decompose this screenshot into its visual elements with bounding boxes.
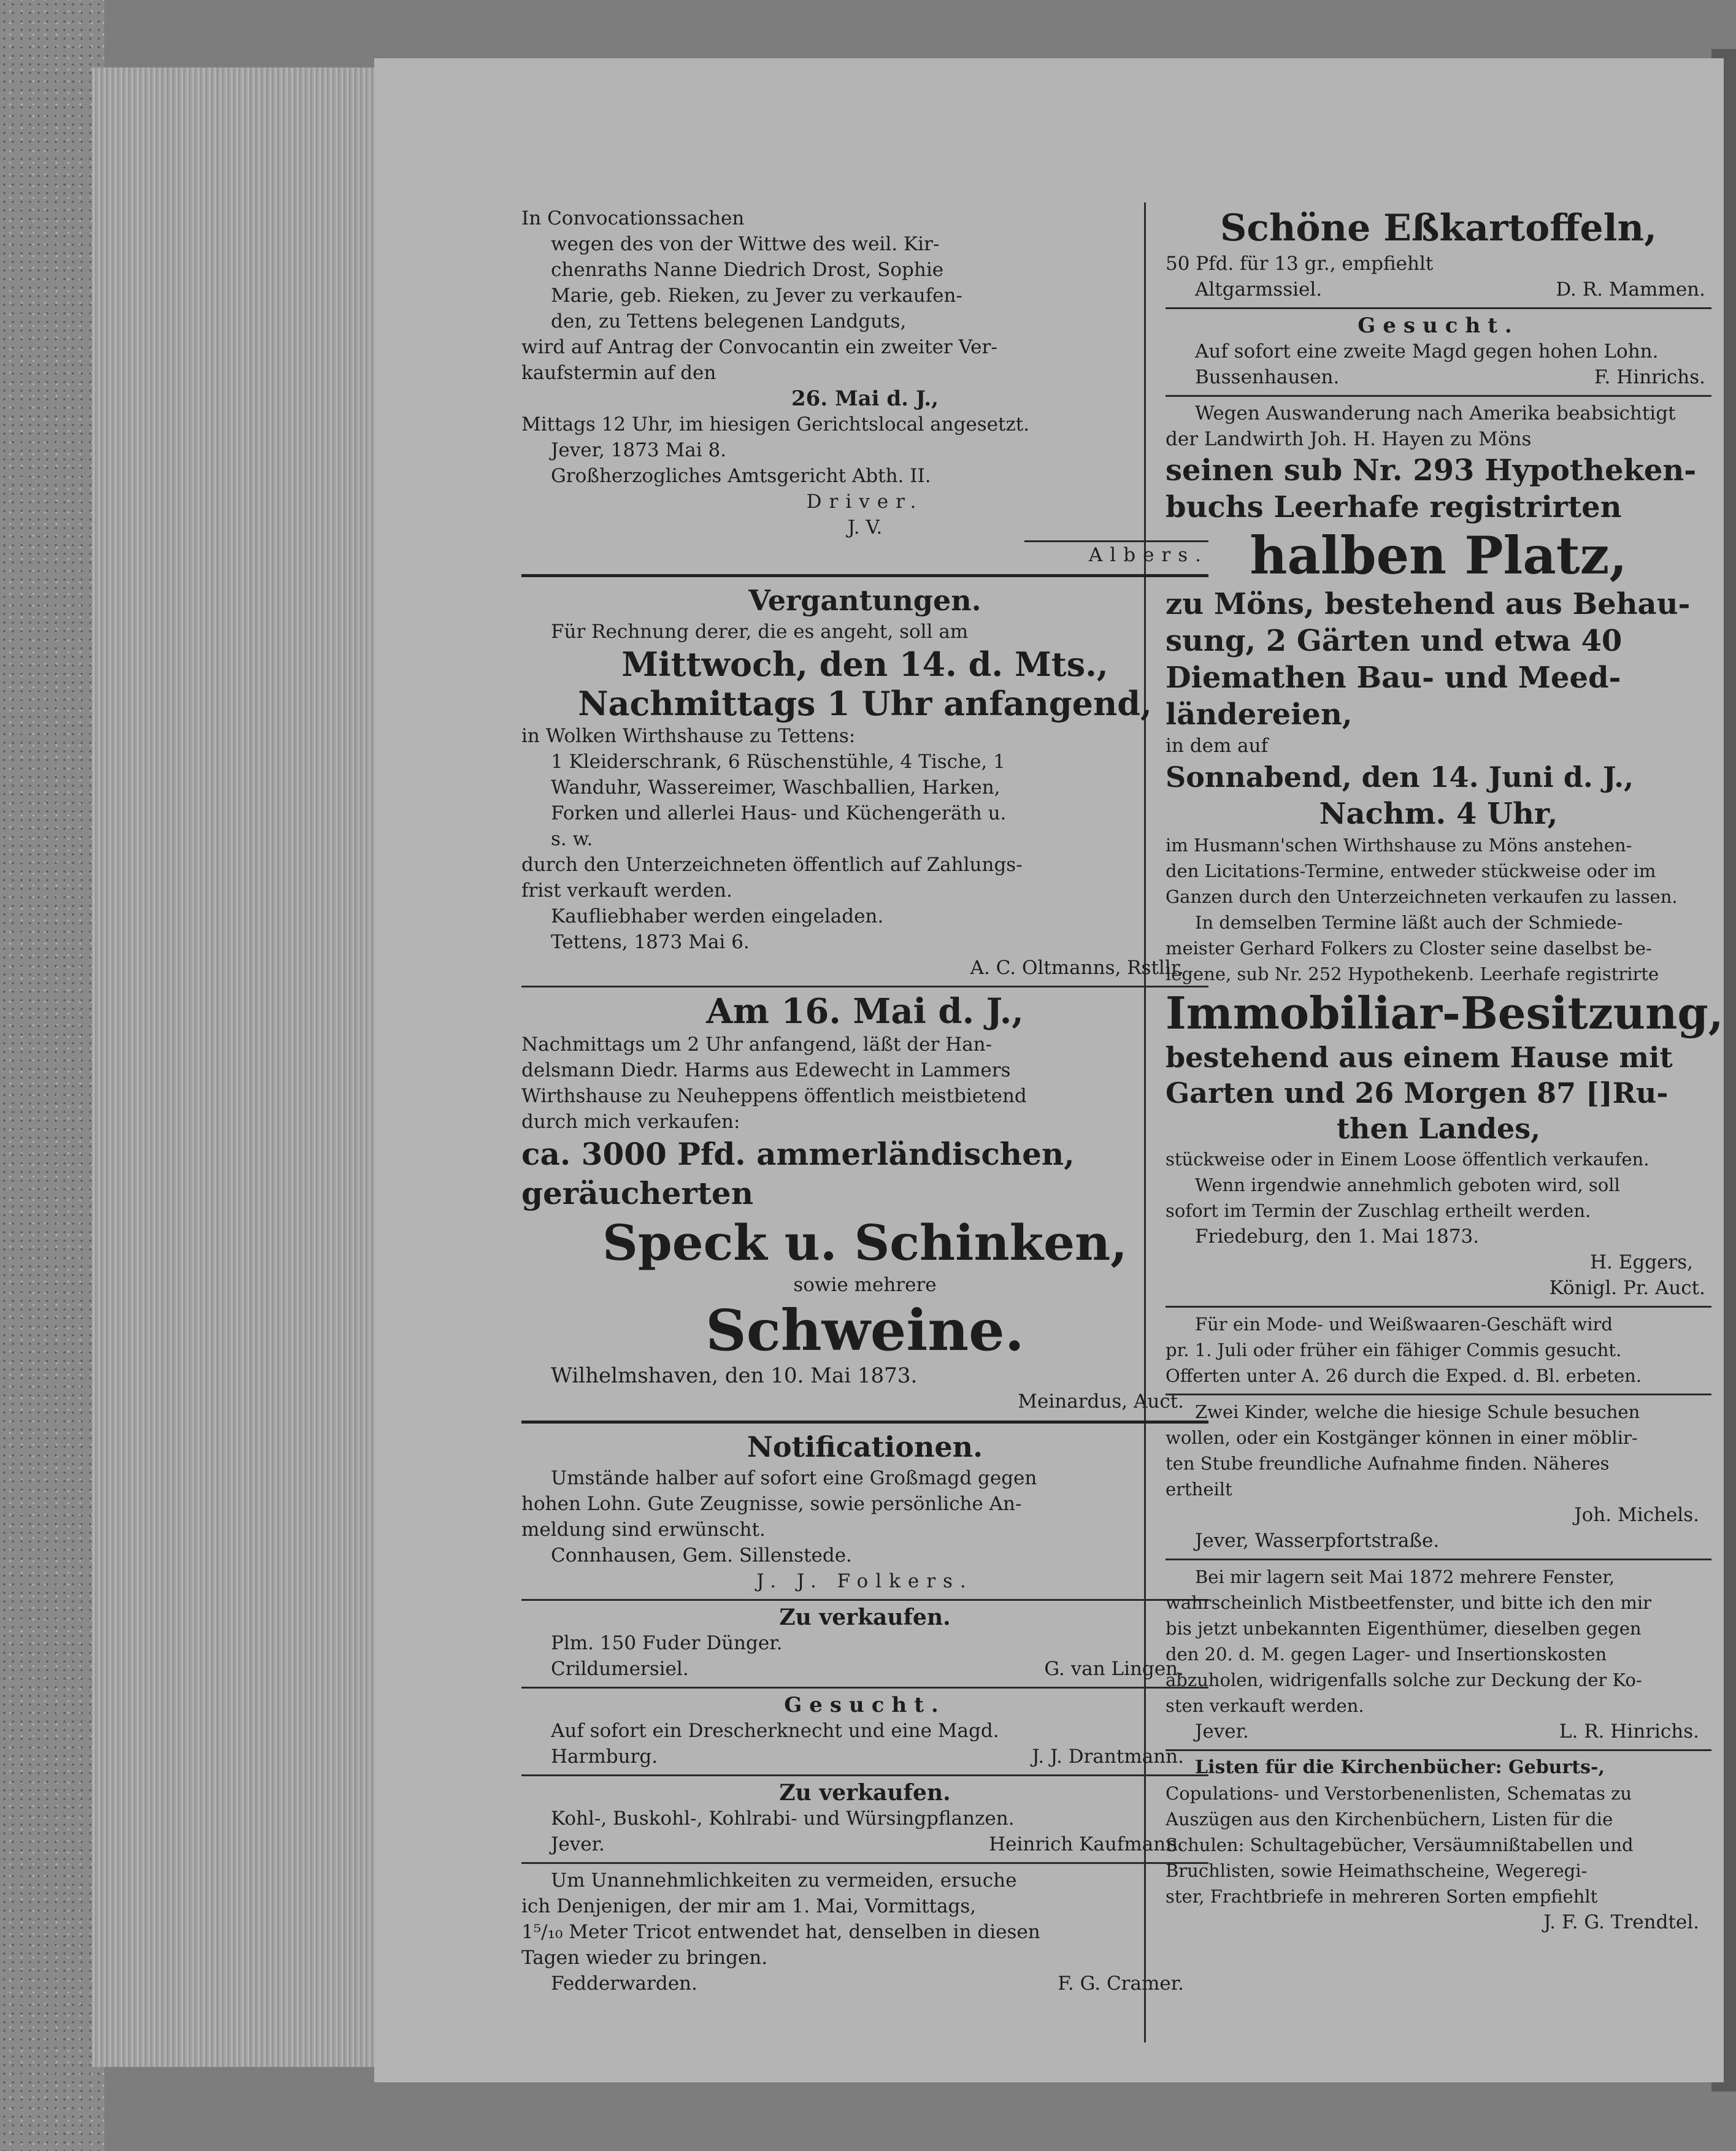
text-line: Wirthshause zu Neuheppens öffentlich meistbietend [521, 1085, 1027, 1107]
ad-heading: Zu verkaufen. [779, 1780, 951, 1806]
ad-listen [1166, 1755, 1711, 1935]
ad-rule [521, 1774, 1208, 1776]
text-line: In demselben Termine läßt auch der Schmiede- [1195, 912, 1623, 933]
ad-heading: Gesucht. [784, 1693, 946, 1717]
text-line: der Landwirth Joh. H. Hayen zu Möns [1166, 428, 1532, 450]
text-line: s. w. [551, 828, 593, 850]
text-line: Offerten unter A. 26 durch die Exped. d. Bl. erbeten. [1166, 1365, 1642, 1386]
signature: Joh. Michels. [1574, 1504, 1699, 1526]
right-column [1166, 205, 1724, 1935]
text-line: Jever, Wasserpfortstraße. [1195, 1530, 1440, 1552]
text-line: Listen für die Kirchenbücher: Geburts-, [1195, 1757, 1605, 1778]
text-line: durch mich verkaufen: [521, 1111, 740, 1133]
text-line: stückweise oder in Einem Loose öffentlich verkaufen. [1166, 1149, 1650, 1170]
signature: Königl. Pr. Auct. [1549, 1277, 1705, 1299]
text-line: den Licitations-Termine, entweder stückweise oder im [1166, 861, 1656, 881]
ad-rule [1166, 1559, 1711, 1560]
place: Crildumersiel. [551, 1658, 689, 1680]
date-line: Sonnabend, den 14. Juni d. J., [1166, 761, 1634, 794]
signature: J. J. Drantmann. [1032, 1746, 1184, 1768]
signature: J. J. Folkers. [756, 1570, 974, 1592]
text-line: 1⁵/₁₀ Meter Tricot entwendet hat, denselben in diesen [521, 1921, 1040, 1943]
ad-rule [1166, 1306, 1711, 1308]
signature: J. F. G. Trendtel. [1543, 1911, 1699, 1933]
text-line: Auszügen aus den Kirchenbüchern, Listen für die [1166, 1809, 1613, 1830]
text-line: Bruchlisten, sowie Heimathscheine, Wegeregi- [1166, 1860, 1588, 1881]
ad-rule [1166, 1749, 1711, 1751]
text-line: Schulen: Schultagebücher, Versäumnißtabellen und [1166, 1835, 1634, 1855]
text-line: Großherzogliches Amtsgericht Abth. II. [551, 465, 931, 487]
signature: L. R. Hinrichs. [1559, 1720, 1699, 1743]
text-line: Friedeburg, den 1. Mai 1873. [1195, 1225, 1480, 1248]
text-line: abzuholen, widrigenfalls solche zur Deckung der Ko- [1166, 1670, 1642, 1690]
product-title: Schweine. [705, 1297, 1024, 1363]
text-line: den, zu Tettens belegenen Landguts, [551, 310, 907, 332]
highlight-line: Diemathen Bau- und Meed- [1166, 661, 1621, 695]
place: Altgarmssiel. [1195, 278, 1323, 301]
left-column [521, 205, 1208, 1996]
text-line: Auf sofort ein Drescherknecht und eine Magd. [551, 1720, 999, 1742]
ad-kartoffeln [1166, 205, 1711, 302]
text-line: ich Denjenigen, der mir am 1. Mai, Vormittags, [521, 1895, 977, 1917]
highlight-line: buchs Leerhafe registrirten [1166, 490, 1622, 524]
text-line: sofort im Termin der Zuschlag ertheilt werden. [1166, 1200, 1591, 1221]
text-line: 50 Pfd. für 13 gr., empfiehlt [1166, 253, 1434, 275]
highlight-line: seinen sub Nr. 293 Hypotheken- [1166, 453, 1697, 488]
ad-rule [1166, 395, 1711, 397]
text-line: pr. 1. Juli oder früher ein fähiger Commis gesucht. [1166, 1340, 1622, 1360]
text-line: Umstände halber auf sofort eine Großmagd gegen [551, 1467, 1037, 1489]
text-line: Connhausen, Gem. Sillenstede. [551, 1544, 852, 1566]
text-line: den 20. d. M. gegen Lager- und Insertionskosten [1166, 1644, 1607, 1665]
product-title: Immobiliar-Besitzung, [1166, 987, 1724, 1039]
text-line: Forken und allerlei Haus- und Küchengeräth u. [551, 802, 1007, 824]
text-line: durch den Unterzeichneten öffentlich auf Zahlungs- [521, 854, 1023, 876]
product-title: halben Platz, [1250, 525, 1627, 586]
text-line: Bei mir lagern seit Mai 1872 mehrere Fenster, [1195, 1566, 1615, 1587]
highlight-line: zu Möns, bestehend aus Behau- [1166, 587, 1691, 621]
text-line: im Husmann'schen Wirthshause zu Möns anstehen- [1166, 835, 1632, 856]
text-line: ten Stube freundliche Aufnahme finden. Näheres [1166, 1453, 1610, 1474]
ad-kinder [1166, 1399, 1711, 1554]
text-line: wegen des von der Wittwe des weil. Kir- [551, 233, 940, 255]
place: Bussenhausen. [1195, 366, 1340, 388]
signature: G. van Lingen. [1044, 1658, 1184, 1680]
text-line: legene, sub Nr. 252 Hypothekenb. Leerhafe registrirte [1166, 964, 1659, 984]
signature: H. Eggers, [1590, 1251, 1693, 1273]
ad-fenster [1166, 1564, 1711, 1744]
text-line: delsmann Diedr. Harms aus Edewecht in Lammers [521, 1059, 1011, 1081]
ad-heading: Gesucht. [1358, 313, 1519, 338]
ad-rule [1166, 1394, 1711, 1395]
text-line: in dem auf [1166, 735, 1269, 757]
text-line: 1 Kleiderschrank, 6 Rüschenstühle, 4 Tische, 1 [551, 751, 1005, 773]
ad-magd [1166, 313, 1711, 390]
ad-rule [521, 1862, 1208, 1864]
ad-convocation [521, 205, 1208, 568]
section-heading: Notificationen. [747, 1430, 983, 1463]
text-line: Tagen wieder zu bringen. [521, 1947, 768, 1969]
ad-speck-schinken [521, 991, 1208, 1414]
ad-heading: Schöne Eßkartoffeln, [1219, 207, 1657, 250]
text-line: Jever, 1873 Mai 8. [551, 439, 727, 461]
ad-gesucht-knecht [521, 1692, 1208, 1769]
text-line: Mittags 12 Uhr, im hiesigen Gerichtslocal angesetzt. [521, 413, 1030, 435]
text-line: sowie mehrere [793, 1274, 937, 1296]
text-line: Tettens, 1873 Mai 6. [551, 931, 750, 953]
highlight-line: bestehend aus einem Hause mit [1166, 1041, 1673, 1074]
text-line: Wenn irgendwie annehmlich geboten wird, soll [1195, 1175, 1620, 1195]
text-line: J. V. [847, 516, 883, 539]
ad-notifications [521, 1428, 1208, 1594]
highlight-line: then Landes, [1336, 1112, 1541, 1145]
section-rule [521, 1421, 1208, 1424]
text-line: meldung sind erwünscht. [521, 1519, 766, 1541]
text-line: Zwei Kinder, welche die hiesige Schule besuchen [1195, 1401, 1640, 1422]
highlight-line: Garten und 26 Morgen 87 []Ru- [1166, 1076, 1669, 1110]
text-line: Wanduhr, Wassereimer, Waschballien, Harken, [551, 776, 1001, 799]
section-rule [521, 574, 1208, 577]
signature: F. G. Cramer. [1058, 1973, 1184, 1995]
ad-rule [521, 1687, 1208, 1689]
text-line: wahrscheinlich Mistbeetfenster, und bitte ich den mir [1166, 1592, 1652, 1613]
highlight-line: geräucherten [521, 1175, 754, 1211]
text-line: sten verkauft werden. [1166, 1695, 1364, 1716]
ad-tricot [521, 1868, 1208, 1996]
ad-halben-platz [1166, 401, 1724, 1301]
text-line: Um Unannehmlichkeiten zu vermeiden, ersuche [551, 1869, 1017, 1892]
signature: A. C. Oltmanns, Rstllr. [970, 957, 1184, 979]
text-line: In Convocationssachen [521, 207, 745, 229]
product-title: Speck u. Schinken, [602, 1214, 1127, 1271]
date-line: Mittwoch, den 14. d. Mts., [621, 645, 1108, 684]
place: Fedderwarden. [551, 1973, 697, 1995]
signature: D. R. Mammen. [1556, 278, 1705, 301]
date-line: 26. Mai d. J., [791, 386, 939, 411]
text-line: Auf sofort eine zweite Magd gegen hohen Lohn. [1195, 340, 1659, 362]
text-line: frist verkauft werden. [521, 880, 732, 902]
text-line: kaufstermin auf den [521, 362, 716, 384]
ad-rule [521, 1599, 1208, 1601]
ad-pflanzen [521, 1780, 1208, 1857]
highlight-line: sung, 2 Gärten und etwa 40 [1166, 624, 1623, 658]
text-line: Wilhelmshaven, den 10. Mai 1873. [551, 1363, 918, 1388]
place: Jever. [551, 1833, 605, 1855]
text-line: Marie, geb. Rieken, zu Jever zu verkaufen- [551, 285, 962, 307]
place: Harmburg. [551, 1746, 658, 1768]
text-line: ertheilt [1166, 1479, 1232, 1500]
signature: F. Hinrichs. [1594, 366, 1705, 388]
text-line: Für Rechnung derer, die es angeht, soll am [551, 621, 969, 643]
text-line: wollen, oder ein Kostgänger können in einer möblir- [1166, 1427, 1638, 1448]
text-line: ster, Frachtbriefe in mehreren Sorten empfiehlt [1166, 1886, 1598, 1907]
section-heading: Vergantungen. [748, 584, 981, 617]
signature: Heinrich Kaufmann. [989, 1833, 1184, 1855]
text-line: chenraths Nanne Diedrich Drost, Sophie [551, 259, 944, 281]
text-line: Nachmittags um 2 Uhr anfangend, läßt der Han- [521, 1033, 993, 1056]
text-line: Ganzen durch den Unterzeichneten verkaufen zu lassen. [1166, 886, 1678, 907]
highlight-line: ländereien, [1166, 697, 1353, 732]
text-line: in Wolken Wirthshause zu Tettens: [521, 725, 856, 747]
ad-commis [1166, 1311, 1711, 1389]
text-line: Kaufliebhaber werden eingeladen. [551, 905, 884, 927]
text-line: bis jetzt unbekannten Eigenthümer, dieselben gegen [1166, 1618, 1642, 1639]
text-line: wird auf Antrag der Convocantin ein zweiter Ver- [521, 336, 997, 358]
text-line: Für ein Mode- und Weißwaaren-Geschäft wird [1195, 1314, 1613, 1335]
cover-board [0, 0, 104, 2151]
text-line: meister Gerhard Folkers zu Closter seine daselbst be- [1166, 938, 1652, 959]
time-line: Nachmittags 1 Uhr anfangend, [578, 684, 1152, 723]
signature: Meinardus, Auct. [1018, 1390, 1184, 1413]
text-line: Wegen Auswanderung nach Amerika beabsichtigt [1195, 402, 1676, 424]
ad-heading: Zu verkaufen. [779, 1605, 951, 1630]
signature: Albers. [1088, 544, 1208, 566]
ad-vergantungen [521, 582, 1208, 981]
text-line: Copulations- und Verstorbenenlisten, Schematas zu [1166, 1783, 1632, 1804]
ad-rule [521, 986, 1208, 987]
page-stack-edges [92, 67, 380, 2067]
signature: Driver. [806, 491, 924, 513]
text-line: hohen Lohn. Gute Zeugnisse, sowie persönliche An- [521, 1493, 1022, 1515]
highlight-line: ca. 3000 Pfd. ammerländischen, [521, 1136, 1075, 1172]
text-line: Plm. 150 Fuder Dünger. [551, 1632, 783, 1654]
date-line: Am 16. Mai d. J., [706, 991, 1024, 1032]
place: Jever. [1195, 1720, 1249, 1743]
ad-rule [1166, 307, 1711, 309]
text-line: Kohl-, Buskohl-, Kohlrabi- und Würsingpflanzen. [551, 1808, 1015, 1830]
time-line: Nachm. 4 Uhr, [1319, 797, 1558, 831]
newspaper-page [374, 58, 1724, 2082]
ad-duenger [521, 1605, 1208, 1682]
